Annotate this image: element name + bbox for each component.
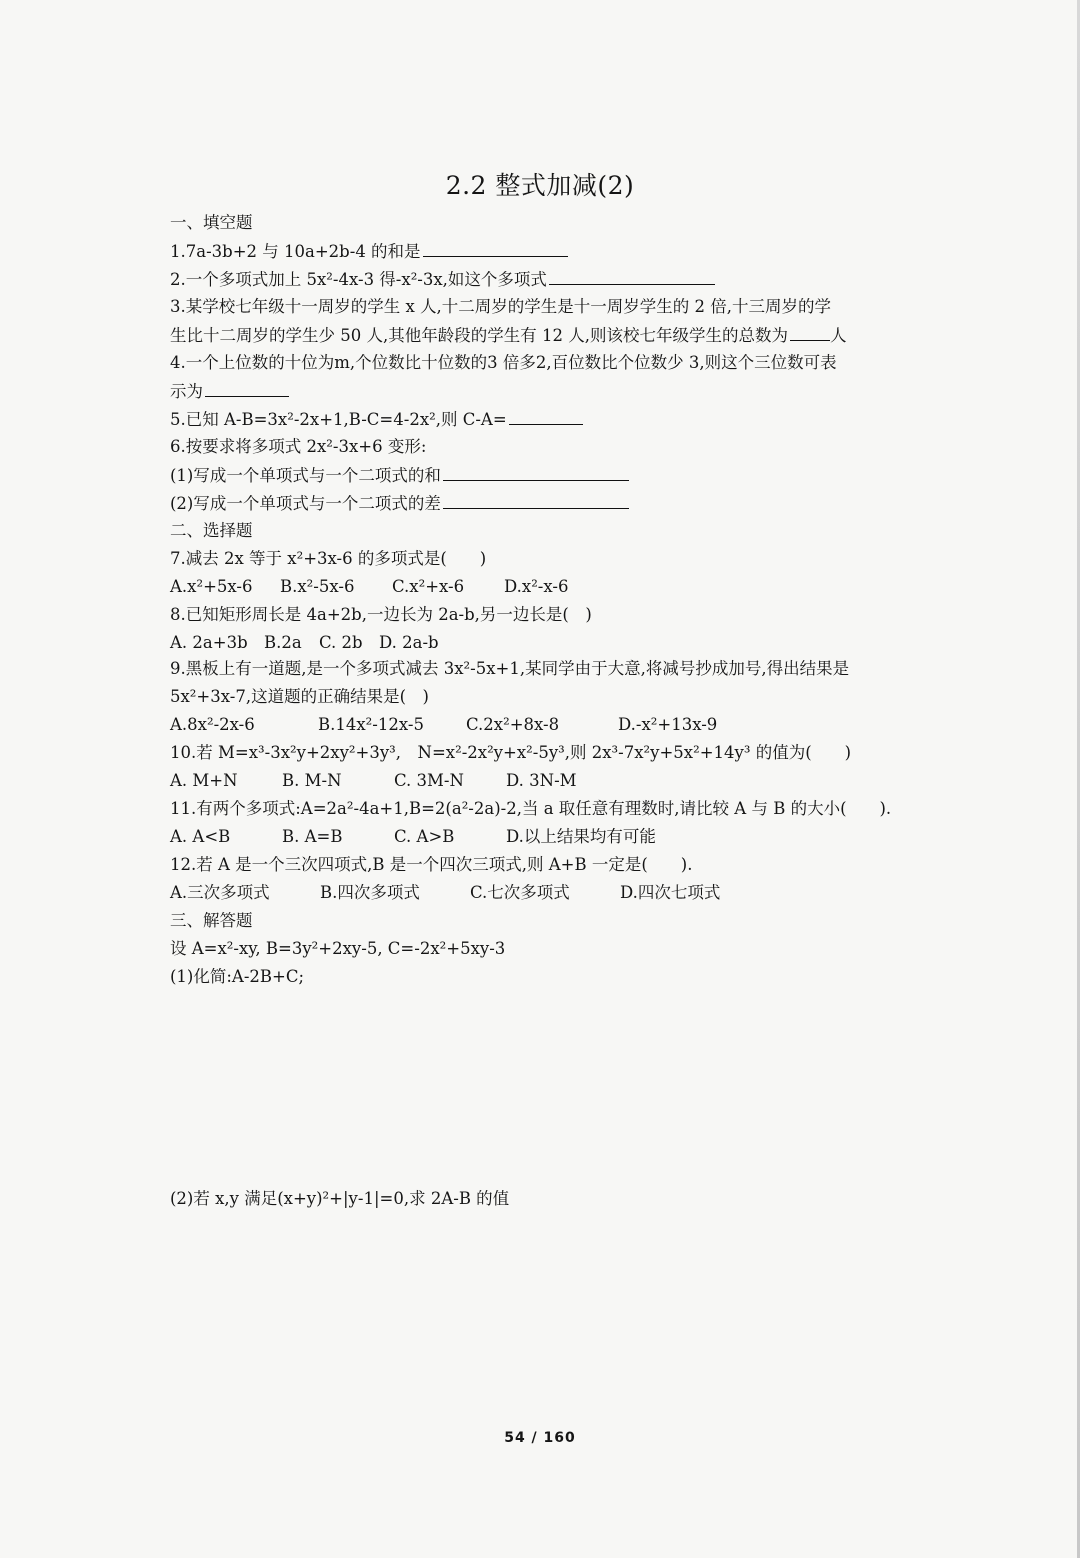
question-4-line-2: 示为 xyxy=(170,380,289,402)
option-d: D.x²-x-6 xyxy=(504,577,569,596)
option-a: A. A<B xyxy=(170,827,231,846)
option-b: B.x²-5x-6 xyxy=(280,577,355,596)
question-13: 设 A=x²-xy, B=3y²+2xy-5, C=-2x²+5xy-3 xyxy=(170,939,506,958)
answer-blank xyxy=(443,464,629,481)
option-b: B.四次多项式 xyxy=(320,883,420,902)
question-12: 12.若 A 是一个三次四项式,B 是一个四次三项式,则 A+B 一定是( ). xyxy=(170,855,693,874)
answer-blank xyxy=(205,380,289,397)
option-a: A. 2a+3b xyxy=(170,633,248,652)
answer-blank xyxy=(790,324,830,341)
option-d: D. 3N-M xyxy=(506,771,577,790)
question-7: 7.减去 2x 等于 x²+3x-6 的多项式是( ) xyxy=(170,549,487,568)
option-c: C. 2b xyxy=(319,633,363,652)
page-title: 2.2 整式加减(2) xyxy=(445,171,635,200)
question-11-options xyxy=(170,826,656,848)
question-5: 5.已知 A-B=3x²-2x+1,B-C=4-2x²,则 C-A= xyxy=(170,408,583,430)
question-4-line-1: 4.一个上位数的十位为m,个位数比十位数的3 倍多2,百位数比个位数少 3,则这个三位数可表 xyxy=(170,353,837,372)
answer-blank xyxy=(509,408,583,425)
question-9-line-2: 5x²+3x-7,这道题的正确结果是( ) xyxy=(170,687,429,706)
option-c: C.x²+x-6 xyxy=(392,577,465,596)
question-9-line-1: 9.黑板上有一道题,是一个多项式减去 3x²-5x+1,某同学由于大意,将减号抄成加号,得出结果是 xyxy=(170,659,850,678)
option-d: D.-x²+13x-9 xyxy=(618,715,718,734)
question-12-options xyxy=(170,882,720,904)
question-10-options xyxy=(170,770,577,792)
page-number: 54 / 160 xyxy=(504,1430,576,1446)
question-1: 1.7a-3b+2 与 10a+2b-4 的和是 xyxy=(170,240,568,262)
question-9-options xyxy=(170,714,717,736)
option-c: C.2x²+8x-8 xyxy=(466,715,560,734)
option-b: B.14x²-12x-5 xyxy=(318,715,424,734)
option-a: A.x²+5x-6 xyxy=(170,577,253,596)
question-13-part-1: (1)化简:A-2B+C; xyxy=(170,967,305,986)
option-d: D.以上结果均有可能 xyxy=(506,827,656,846)
answer-blank xyxy=(549,268,715,285)
question-3-line-2: 生比十二周岁的学生少 50 人,其他年龄段的学生有 12 人,则该校七年级学生的总数为 人 xyxy=(170,326,847,345)
option-b: B.2a xyxy=(264,633,302,652)
option-c: C. 3M-N xyxy=(394,771,464,790)
answer-blank xyxy=(423,240,568,257)
section-multiple-choice: 二、选择题 xyxy=(170,521,253,540)
question-6-part-2: (2)写成一个单项式与一个二项式的差 xyxy=(170,492,629,514)
question-2: 2.一个多项式加上 5x²-4x-3 得-x²-3x,如这个多项式 xyxy=(170,268,715,290)
question-8-options xyxy=(170,632,439,654)
question-3-line-1: 3.某学校七年级十一周岁的学生 x 人,十二周岁的学生是十一周岁学生的 2 倍,十三周岁的学 xyxy=(170,297,832,316)
option-c: C.七次多项式 xyxy=(470,883,570,902)
option-b: B. A=B xyxy=(282,827,343,846)
option-d: D.四次七项式 xyxy=(620,883,721,902)
option-a: A.三次多项式 xyxy=(170,883,270,902)
question-6-part-1: (1)写成一个单项式与一个二项式的和 xyxy=(170,464,629,486)
question-6: 6.按要求将多项式 2x²-3x+6 变形: xyxy=(170,437,427,456)
option-c: C. A>B xyxy=(394,827,455,846)
option-a: A. M+N xyxy=(170,771,238,790)
option-a: A.8x²-2x-6 xyxy=(170,715,255,734)
question-8: 8.已知矩形周长是 4a+2b,一边长为 2a-b,另一边长是( ) xyxy=(170,605,592,624)
question-13-part-2: (2)若 x,y 满足(x+y)²+|y-1|=0,求 2A-B 的值 xyxy=(170,1189,510,1208)
question-7-options xyxy=(170,576,568,598)
option-d: D. 2a-b xyxy=(379,633,439,652)
section-fill-blank: 一、填空题 xyxy=(170,213,253,232)
answer-blank xyxy=(443,492,629,509)
option-b: B. M-N xyxy=(282,771,342,790)
question-10: 10.若 M=x³-3x²y+2xy²+3y³, N=x²-2x²y+x²-5y³,则 2x³-7x²y+5x²+14y³ 的值为( ) xyxy=(170,743,852,762)
section-solutions: 三、解答题 xyxy=(170,911,253,930)
question-11: 11.有两个多项式:A=2a²-4a+1,B=2(a²-2a)-2,当 a 取任意有理数时,请比较 A 与 B 的大小( ). xyxy=(170,799,892,818)
